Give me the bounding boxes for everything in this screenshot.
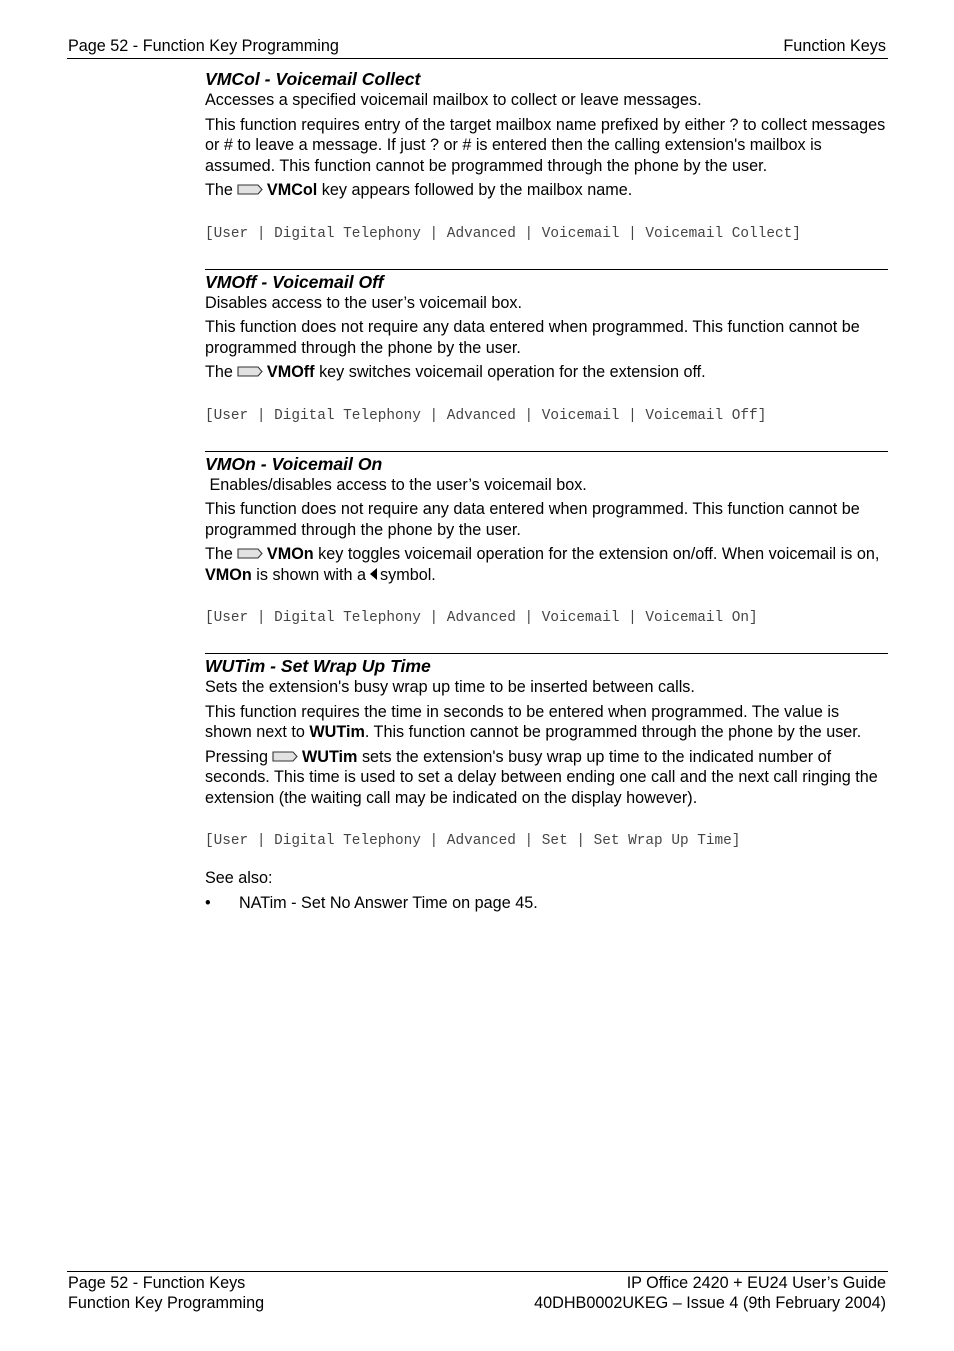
section-intro: Disables access to the user’s voicemail box. [205,293,523,312]
see-also-list [205,893,888,914]
section-title: VMOn - Voicemail On [205,453,383,474]
section-intro: Accesses a specified voicemail mailbox to collect or leave messages. [205,91,702,109]
footer-left-line2: Function Key Programming [68,1294,265,1312]
config-path: [User | Digital Telephony | Advanced | Voicemail | Voicemail Collect] [205,225,801,242]
bullet-icon: • [205,893,211,912]
phone-key-icon [271,750,298,763]
config-path: [User | Digital Telephony | Advanced | Voicemail | Voicemail On] [205,610,758,626]
see-also-link[interactable]: NATim - Set No Answer Time on page 45. [239,893,538,912]
footer-left-line1: Page 52 - Function Keys [68,1274,246,1292]
left-triangle-icon [370,568,377,580]
section-body: This function does not require any data entered when programmed. This function cannot be programmed through the phone by the user. [205,318,860,357]
key-description: The VMOff key switches voicemail operation for the extension off. [205,363,706,381]
footer-right-line2: 40DHB0002UKEG – Issue 4 (9th February 2004) [534,1294,886,1312]
key-description: The VMCol key appears followed by the mailbox name. [205,181,633,199]
header-left: Page 52 - Function Key Programming [68,37,339,55]
see-also-item[interactable] [205,893,888,914]
footer-right-line1: IP Office 2420 + EU24 User’s Guide [626,1274,886,1292]
key-description: The VMOn key toggles voicemail operation for the extension on/off. When voicemail is on, VMOn is shown with a symbol. [205,545,880,584]
section-title: VMOff - Voicemail Off [205,271,384,292]
phone-key-icon [236,365,263,378]
config-path: [User | Digital Telephony | Advanced | Set | Set Wrap Up Time] [205,833,741,849]
see-also-label: See also: [205,869,273,887]
section-title: WUTim - Set Wrap Up Time [205,656,431,676]
see-also [205,868,888,913]
phone-key-icon [236,183,263,196]
section-body: This function does not require any data entered when programmed. This function cannot be programmed through the phone by the user. [205,500,860,539]
phone-key-icon [236,547,263,560]
section-intro: Sets the extension's busy wrap up time to be inserted between calls. [205,678,695,696]
page-header [67,36,888,59]
section-body: This function requires entry of the target mailbox name prefixed by either ? to collect messages or # to leave a message. If just ? or # is entered then the calling extension's mailbox is assumed. This function cannot be programmed through the phone by the user. [205,115,886,175]
page-footer [67,1271,888,1314]
section-vmon [205,451,888,628]
section-title: VMCol - Voicemail Collect [205,69,421,89]
section-wutim [205,653,888,850]
section-vmcol [205,68,888,243]
key-description: Pressing WUTim sets the extension's busy wrap up time to the indicated number of seconds. This time is used to set a delay between ending one call and the next call ringing the extension (the waiting call may be indicated on the display however). [205,747,878,807]
header-right: Function Keys [783,37,886,55]
config-path: [User | Digital Telephony | Advanced | Voicemail | Voicemail Off] [205,407,767,424]
section-vmoff [205,269,888,425]
section-intro: Enables/disables access to the user’s voicemail box. [205,475,587,494]
section-body: This function requires the time in seconds to be entered when programmed. The value is shown next to WUTim. This function cannot be programmed through the phone by the user. [205,702,862,741]
page-content [205,68,888,913]
